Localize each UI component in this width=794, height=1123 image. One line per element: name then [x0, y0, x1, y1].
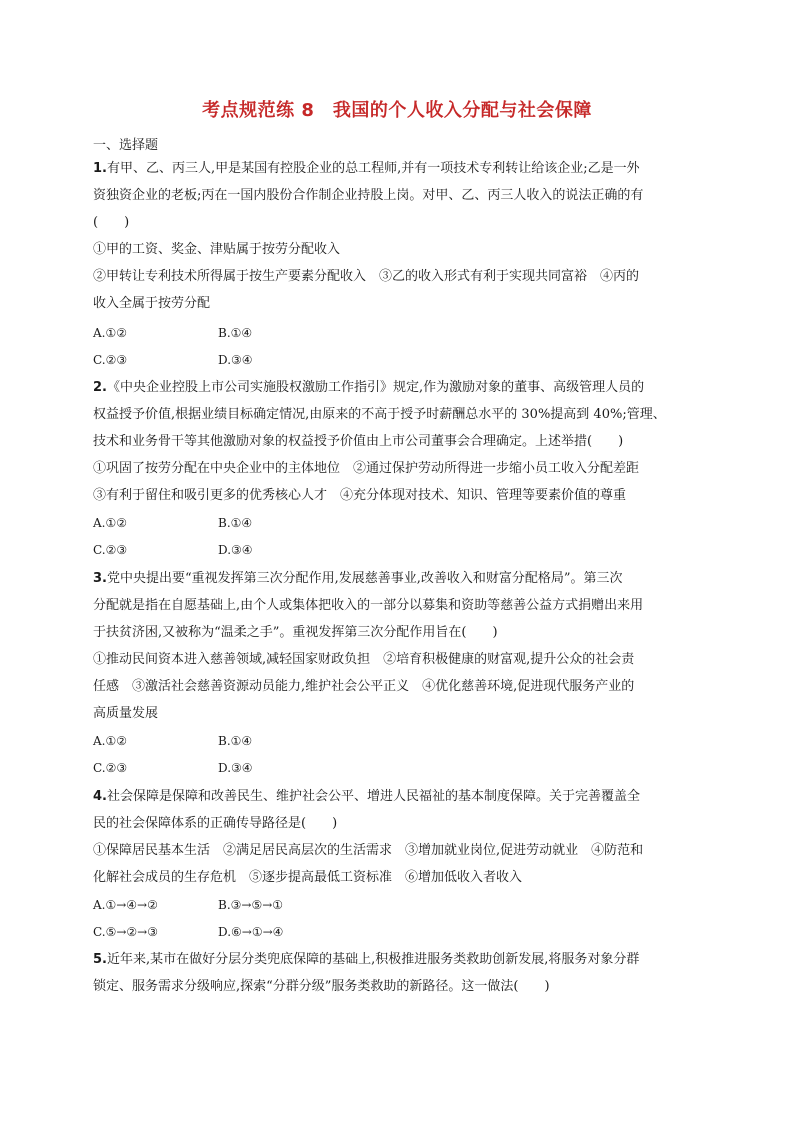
question-number: 2. [93, 380, 107, 395]
question-number: 4. [93, 789, 107, 804]
option-a: A.①→④→② [93, 898, 158, 912]
question-line: 分配就是指在自愿基础上,由个人或集体把收入的一部分以募集和资助等慈善公益方式捐赠出来用 [93, 598, 644, 613]
option-d: D.③④ [218, 353, 253, 367]
statement-line: ①甲的工资、奖金、津贴属于按劳分配收入 [93, 242, 341, 257]
question-5 [93, 946, 703, 1000]
statement-line: 任感 ③激活社会慈善资源动员能力,维护社会公平正义 ④优化慈善环境,促进现代服务产业的 [93, 679, 635, 694]
question-number: 5. [93, 952, 107, 967]
options-1 [93, 320, 343, 374]
option-a: A.①② [93, 326, 127, 340]
question-line: 3.党中央提出要“重视发挥第三次分配作用,发展慈善事业,改善收入和财富分配格局”。第三次 [93, 571, 623, 586]
options-3 [93, 728, 343, 782]
statement-line: ②甲转让专利技术所得属于按生产要素分配收入 ③乙的收入形式有利于实现共同富裕 ④丙的 [93, 269, 640, 284]
question-1 [93, 155, 703, 317]
question-line: 民的社会保障体系的正确传导路径是( ) [93, 816, 338, 831]
statement-line: ①推动民间资本进入慈善领域,减轻国家财政负担 ②培育积极健康的财富观,提升公众的社会责 [93, 652, 635, 667]
option-c: C.⑤→②→③ [93, 925, 158, 939]
question-line: 4.社会保障是保障和改善民生、维护社会公平、增进人民福祉的基本制度保障。关于完善覆盖全 [93, 789, 640, 804]
question-line: ( ) [93, 215, 130, 230]
options-4 [93, 892, 343, 946]
question-line: 1.有甲、乙、丙三人,甲是某国有控股企业的总工程师,并有一项技术专利转让给该企业;乙是一外 [93, 161, 640, 176]
section-heading: 一、选择题 [93, 138, 159, 153]
option-d: D.⑥→①→④ [218, 925, 284, 939]
option-d: D.③④ [218, 543, 253, 557]
option-a: A.①② [93, 516, 127, 530]
statement-line: 化解社会成员的生存危机 ⑤逐步提高最低工资标准 ⑥增加低收入者收入 [93, 870, 523, 885]
question-3 [93, 565, 703, 727]
option-b: B.①④ [218, 516, 253, 530]
statement-line: ③有利于留住和吸引更多的优秀核心人才 ④充分体现对技术、知识、管理等要素价值的尊重 [93, 488, 627, 503]
option-b: B.③→⑤→① [218, 898, 284, 912]
question-line: 锁定、服务需求分级响应,探索“分群分级”服务类救助的新路径。这一做法( ) [93, 979, 550, 994]
option-b: B.①④ [218, 326, 253, 340]
question-line: 2.《中央企业控股上市公司实施股权激励工作指引》规定,作为激励对象的董事、高级管理人员的 [93, 380, 645, 395]
option-c: C.②③ [93, 353, 128, 367]
option-b: B.①④ [218, 734, 253, 748]
question-line: 资独资企业的老板;丙在一国内股份合作制企业持股上岗。对甲、乙、丙三人收入的说法正确的有 [93, 188, 644, 203]
question-number: 3. [93, 571, 107, 586]
statement-line: 高质量发展 [93, 706, 159, 721]
question-line: 于扶贫济困,又被称为“温柔之手”。重视发挥第三次分配作用旨在( ) [93, 625, 498, 640]
statement-line: ①巩固了按劳分配在中央企业中的主体地位 ②通过保护劳动所得进一步缩小员工收入分配差距 [93, 461, 640, 476]
statement-line: ①保障居民基本生活 ②满足居民高层次的生活需求 ③增加就业岗位,促进劳动就业 ④防范和 [93, 843, 644, 858]
option-c: C.②③ [93, 761, 128, 775]
option-c: C.②③ [93, 543, 128, 557]
question-number: 1. [93, 161, 107, 176]
question-2 [93, 374, 703, 509]
option-a: A.①② [93, 734, 127, 748]
page-title: 考点规范练 8 我国的个人收入分配与社会保障 [202, 100, 592, 121]
options-2 [93, 510, 343, 564]
option-d: D.③④ [218, 761, 253, 775]
statement-line: 收入全属于按劳分配 [93, 296, 211, 311]
question-line: 技术和业务骨干等其他激励对象的权益授予价值由上市公司董事会合理确定。上述举措( ) [93, 434, 624, 449]
question-line: 5.近年来,某市在做好分层分类兜底保障的基础上,积极推进服务类救助创新发展,将服务对象分群 [93, 952, 640, 967]
question-line: 权益授予价值,根据业绩目标确定情况,由原来的不高于授予时薪酬总水平的 30%提高到 40%;管理、 [93, 407, 666, 422]
question-4 [93, 783, 703, 891]
